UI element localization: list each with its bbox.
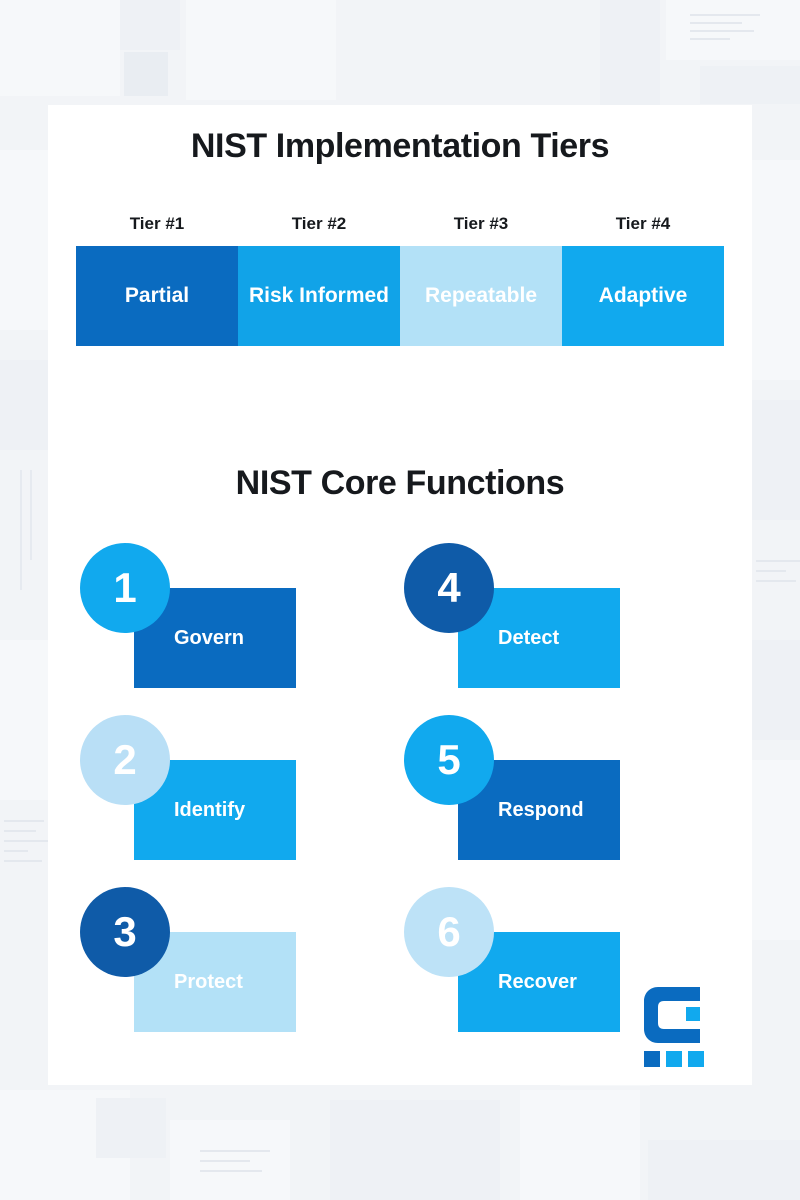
core-functions-title: NIST Core Functions <box>235 464 565 502</box>
function-number-2: 2 <box>80 715 170 805</box>
tier-cell-adaptive: Adaptive <box>562 246 724 346</box>
tier-label-1: Tier #1 <box>129 214 185 233</box>
bg-line <box>756 560 800 562</box>
function-item-respond <box>400 715 724 887</box>
tier-bar <box>48 246 752 346</box>
bg-line <box>200 1150 270 1152</box>
tiers-section-title: NIST Implementation Tiers <box>190 127 610 165</box>
bg-shape <box>186 0 336 100</box>
bg-line <box>4 840 48 842</box>
tier-label-2: Tier #2 <box>291 214 347 233</box>
function-label-respond: Respond <box>458 760 620 860</box>
bg-shape <box>752 400 800 520</box>
bg-shape <box>752 160 800 380</box>
bg-shape <box>0 360 48 450</box>
bg-shape <box>600 0 660 110</box>
bg-line <box>200 1170 262 1172</box>
function-number-4: 4 <box>404 543 494 633</box>
bg-shape <box>0 0 120 96</box>
tier-cell-risk-informed: Risk Informed <box>238 246 400 346</box>
bg-shape <box>120 0 180 50</box>
function-item-identify <box>76 715 400 887</box>
function-number-1: 1 <box>80 543 170 633</box>
function-item-protect <box>76 887 400 1059</box>
bg-line <box>20 470 22 590</box>
bg-line <box>690 30 754 32</box>
bg-shape <box>648 1140 800 1200</box>
function-label-protect: Protect <box>134 932 296 1032</box>
function-item-govern <box>76 543 400 715</box>
bg-shape <box>700 66 800 104</box>
bg-shape <box>752 640 800 740</box>
bg-shape <box>124 52 168 96</box>
function-label-identify: Identify <box>134 760 296 860</box>
c-logo-icon <box>642 981 720 1067</box>
bg-line <box>756 570 786 572</box>
tier-label-3: Tier #3 <box>453 214 509 233</box>
bg-shape <box>752 760 800 940</box>
bg-line <box>30 470 32 560</box>
function-label-recover: Recover <box>458 932 620 1032</box>
bg-line <box>4 860 42 862</box>
tier-cell-repeatable: Repeatable <box>400 246 562 346</box>
function-item-detect <box>400 543 724 715</box>
infographic-card <box>48 105 752 1085</box>
bg-shape <box>520 1090 640 1200</box>
function-label-detect: Detect <box>458 588 620 688</box>
function-number-5: 5 <box>404 715 494 805</box>
tier-label-row <box>48 214 752 234</box>
tier-label-4: Tier #4 <box>615 214 671 233</box>
bg-line <box>4 830 36 832</box>
function-number-6: 6 <box>404 887 494 977</box>
bg-line <box>690 22 742 24</box>
tier-cell-partial: Partial <box>76 246 238 346</box>
function-number-3: 3 <box>80 887 170 977</box>
bg-line <box>4 850 28 852</box>
bg-shape <box>0 150 48 330</box>
bg-shape <box>0 640 48 800</box>
bg-line <box>200 1160 250 1162</box>
bg-line <box>4 820 44 822</box>
bg-shape <box>96 1098 166 1158</box>
bg-line <box>756 580 796 582</box>
bg-line <box>690 38 730 40</box>
bg-shape <box>330 1100 500 1200</box>
function-label-govern: Govern <box>134 588 296 688</box>
bg-line <box>690 14 760 16</box>
